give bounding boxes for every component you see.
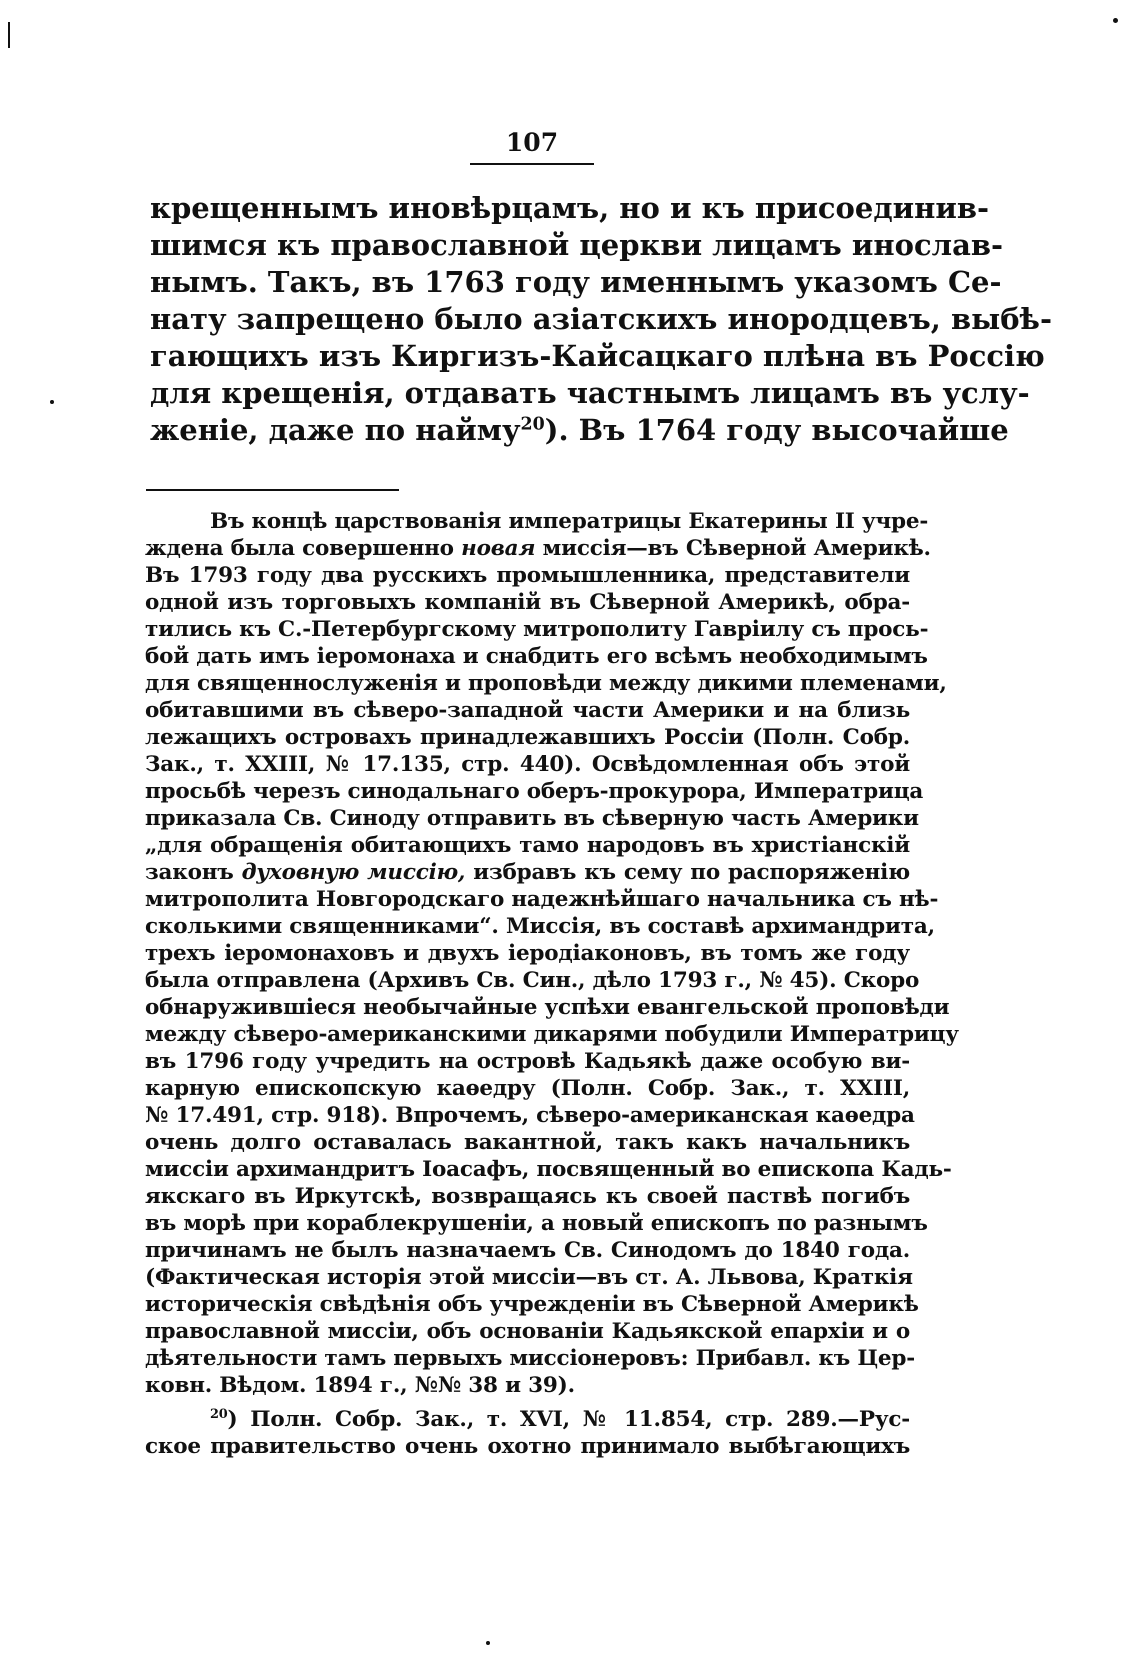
- footnote-line: одной изъ торговыхъ компаній въ Сѣверной Америкѣ, обра-: [145, 590, 910, 615]
- body-text-segment: женіе, даже по найму: [150, 413, 521, 447]
- footnote-line: приказала Св. Синоду отправить въ сѣверную часть Америки: [145, 806, 919, 831]
- body-line: шимся къ православной церкви лицамъ инослав-: [150, 228, 1004, 262]
- footnote-line: № 17.491, стр. 918). Впрочемъ, сѣверо-американская каѳедра: [145, 1103, 915, 1128]
- footnote-line: была отправлена (Архивъ Св. Син., дѣло 1793 г., № 45). Скоро: [145, 968, 920, 993]
- footnote-line: [145, 859, 910, 886]
- footnote-line: миссіи архимандритъ Іоасафъ, посвященный во епископа Кадь-: [145, 1157, 952, 1182]
- footnote-line: митрополита Новгородскаго надежнѣйшаго начальника съ нѣ-: [145, 887, 939, 912]
- footnote-line: сколькими священниками“. Миссія, въ составѣ архимандрита,: [145, 914, 935, 939]
- body-line: нату запрещено было азіатскихъ инородцевъ, выбѣ-: [150, 302, 1052, 336]
- body-line: крещеннымъ иновѣрцамъ, но и къ присоединив-: [150, 191, 990, 225]
- footnote-rule: [146, 489, 399, 491]
- footnote-ref: 20: [520, 414, 545, 435]
- footnote-line: карную епископскую каѳедру (Полн. Собр. Зак., т. XXIII,: [145, 1076, 910, 1101]
- body-line-last: [150, 412, 1009, 448]
- footnote-italic: духовную миссію,: [241, 860, 466, 885]
- body-line: гающихъ изъ Киргизъ-Кайсацкаго плѣна въ Россію: [150, 339, 1045, 373]
- footnote-number: 20: [210, 1406, 228, 1422]
- footnote-line: причинамъ не былъ назначаемъ Св. Синодомъ до 1840 года.: [145, 1238, 910, 1263]
- footnote-segment: законъ: [145, 860, 234, 885]
- footnote-line: Зак., т. XXIII, № 17.135, стр. 440). Освѣдомленная объ этой: [145, 752, 910, 777]
- footnote-line: дѣятельности тамъ первыхъ миссіонеровъ: Прибавл. къ Цер-: [145, 1346, 915, 1371]
- footnote-20: [210, 1406, 910, 1433]
- footnote-line: якскаго въ Иркутскѣ, возвращаясь къ своей паствѣ погибъ: [145, 1184, 910, 1209]
- footnote-italic: новая: [461, 536, 536, 561]
- footnote-line: ское правительство очень охотно принимало выбѣгающихъ: [145, 1434, 910, 1459]
- scan-dot: [50, 400, 54, 404]
- footnote-line: [145, 535, 931, 562]
- page-number: 107: [470, 128, 594, 165]
- footnote-line: въ морѣ при кораблекрушеніи, а новый епископъ по разнымъ: [145, 1211, 928, 1236]
- footnote-line: тились къ С.-Петербургскому митрополиту Гавріилу съ прось-: [145, 617, 929, 642]
- footnote-line: лежащихъ островахъ принадлежавшихъ Россіи (Полн. Собр.: [145, 725, 910, 750]
- footnote-line: очень долго оставалась вакантной, такъ какъ начальникъ: [145, 1130, 910, 1155]
- footnote-line: между сѣверо-американскими дикарями побудили Императрицу: [145, 1022, 959, 1047]
- footnote-line: Въ концѣ царствованія императрицы Екатерины II учре-: [210, 509, 929, 534]
- footnote-line: православной миссіи, объ основаніи Кадьякской епархіи и о: [145, 1319, 910, 1344]
- footnote-segment: ) Полн. Собр. Зак., т. XVI, № 11.854, стр. 289.—Рус-: [227, 1407, 910, 1432]
- footnote-line: обнаружившіеся необычайные успѣхи евангельской проповѣди: [145, 995, 950, 1020]
- footnote-line: трехъ іеромонаховъ и двухъ іеродіаконовъ, въ томъ же году: [145, 941, 910, 966]
- body-line: для крещенія, отдавать частнымъ лицамъ въ услу-: [150, 376, 1030, 410]
- footnote-line: для священнослуженія и проповѣди между дикими племенами,: [145, 671, 947, 696]
- footnote-segment: избравъ къ сему по распоряженію: [473, 860, 910, 885]
- footnote-segment: миссія—въ Сѣверной Америкѣ.: [542, 536, 931, 561]
- body-text-segment: ). Въ 1764 году высочайше: [544, 413, 1009, 447]
- scan-dot: [486, 1641, 490, 1645]
- footnote-line: историческія свѣдѣнія объ учрежденіи въ Сѣверной Америкѣ: [145, 1292, 919, 1317]
- footnote-line: просьбѣ черезъ синодальнаго оберъ-прокурора, Императрица: [145, 779, 924, 804]
- footnote-line: „для обращенія обитающихъ тамо народовъ въ христіанскій: [145, 833, 910, 858]
- footnote-segment: ждена была совершенно: [145, 536, 454, 561]
- footnote-line: бой дать имъ іеромонаха и снабдить его всѣмъ необходимымъ: [145, 644, 928, 669]
- scan-mark: [8, 22, 10, 48]
- scan-dot: [1113, 18, 1118, 23]
- footnote-line: Въ 1793 году два русскихъ промышленника, представители: [145, 563, 910, 588]
- footnote-line: ковн. Вѣдом. 1894 г., №№ 38 и 39).: [145, 1373, 575, 1398]
- footnote-line: въ 1796 году учредить на островѣ Кадьякѣ даже особую ви-: [145, 1049, 910, 1074]
- footnote-line: (Фактическая исторія этой миссіи—въ ст. А. Львова, Краткія: [145, 1265, 913, 1290]
- footnote-line: обитавшими въ сѣверо-западной части Америки и на близь: [145, 698, 910, 723]
- body-line: нымъ. Такъ, въ 1763 году именнымъ указомъ Се-: [150, 265, 1002, 299]
